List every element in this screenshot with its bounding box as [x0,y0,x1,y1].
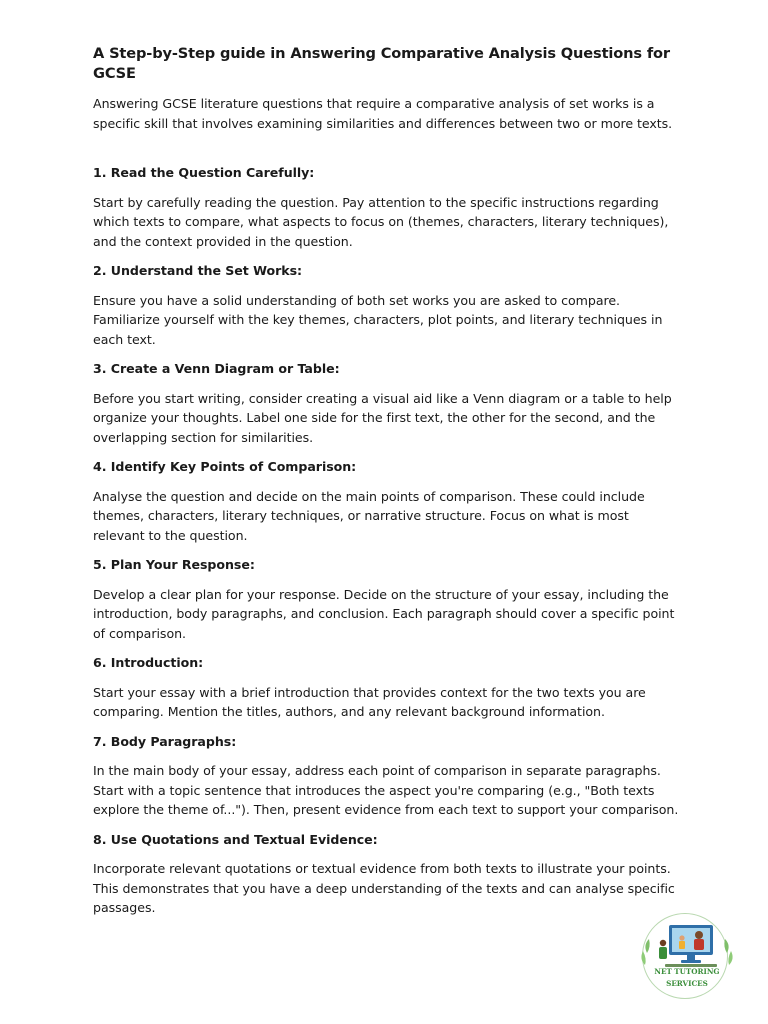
section-4 [93,457,683,545]
document-page [93,44,683,928]
section-heading: 7. Body Paragraphs: [93,733,237,749]
section-heading: 3. Create a Venn Diagram or Table: [93,361,340,376]
section-body: Develop a clear plan for your response. Decide on the structure of your essay, including the introduction, body paragraphs, and conclusion. Each paragraph should cover a specific point of comparison. [93,586,675,641]
section-2 [93,261,683,349]
section-body: Ensure you have a solid understanding of both set works you are asked to compare. Familiarize yourself with the key themes, characters, plot points, and literary techniques in each text. [93,292,663,347]
section-body: Start by carefully reading the question. Pay attention to the specific instructions regarding which texts to compare, what aspects to focus on (themes, characters, literary techniques), and the context provided in the question. [93,194,669,249]
section-heading: 4. Identify Key Points of Comparison: [93,459,357,474]
spacer [93,133,683,163]
section-heading: 6. Introduction: [93,655,204,670]
section-body: Start your essay with a brief introduction that provides context for the two texts you are comparing. Mention the titles, authors, and any relevant background information. [93,684,646,719]
document-title: A Step-by-Step guide in Answering Comparative Analysis Questions for GCSE [93,45,670,82]
section-6 [93,653,683,722]
section-heading: 1. Read the Question Carefully: [93,165,315,180]
section-body: In the main body of your essay, address each point of comparison in separate paragraphs. Start with a topic sentence that introduces the aspect you're comparing (e.g., "Both texts explore the theme of..."). Then, present evidence from each text to support your comparison. [93,763,679,817]
section-heading: 5. Plan Your Response: [93,557,255,572]
intro-paragraph: Answering GCSE literature questions that require a comparative analysis of set works is a specific skill that involves examining similarities and differences between two or more texts. [93,96,673,131]
section-body: Incorporate relevant quotations or textual evidence from both texts to illustrate your points. This demonstrates that you have a deep understanding of the texts and can analyse specific passages. [93,861,675,915]
logo-line-2: SERVICES [666,979,708,988]
section-7 [93,732,683,820]
net-tutoring-logo [639,913,735,1001]
section-body: Analyse the question and decide on the main points of comparison. These could include themes, characters, literary techniques, or narrative structure. Focus on what is most relevant to the question. [93,488,645,543]
section-5 [93,555,683,643]
logo-line-1: NET TUTORING [654,967,720,976]
section-body: Before you start writing, consider creating a visual aid like a Venn diagram or a table to help organize your thoughts. Label one side for the first text, the other for the second, and the overlapping section for similarities. [93,390,672,445]
section-1 [93,163,683,251]
section-8 [93,830,683,918]
section-3 [93,359,683,447]
section-heading: 8. Use Quotations and Textual Evidence: [93,831,378,847]
section-heading: 2. Understand the Set Works: [93,263,303,278]
